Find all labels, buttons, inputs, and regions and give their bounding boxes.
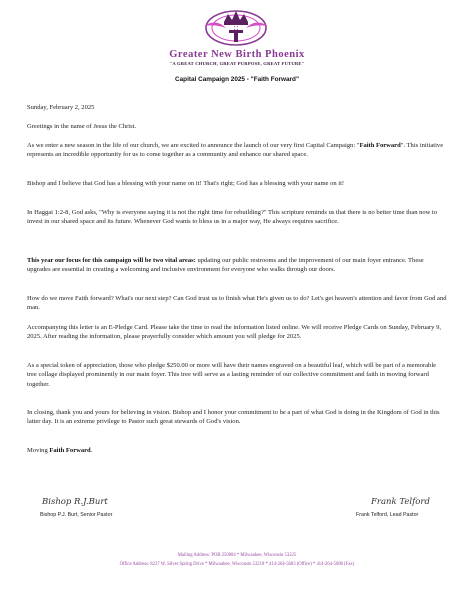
paragraph-blessing [27,179,447,188]
right-signature-label: Frank Telford, Lead Pastor [356,512,419,518]
paragraph-focus [27,256,447,275]
campaign-title: Capital Campaign 2025 - "Faith Forward" [175,76,299,83]
office-address: Office Address: 8237 W. Silver Spring Drive * Milwaukee, Wisconsin 53218 * 414-264-5683 (Office) * 414-264-5080 (Fax) [119,562,355,567]
date-text: Sunday, February 2, 2025 [27,104,95,111]
p8-text: In closing, thank you and yours for believing in vision. Bishop and I honor your commitment to be a part of what God is doing in the Kingdom of God in this latter day. It is an extreme privilege to Pastor such great stewards of God's vision. [27,409,440,426]
paragraph-closing [27,408,447,427]
p6-text: Accompanying this letter is an E-Pledge Card. Please take the time to read the information listed online. We will receive Pledge Cards on Sunday, February 9, 2025. After reading the information, please prayerfully consider which amount you will pledge for 2025. [27,324,442,341]
letter-greeting [27,122,447,131]
paragraph-appreciation [27,361,447,389]
closing-bold: Faith Forward [49,447,91,454]
right-signature: Frank Telford [371,497,430,507]
closing-line [27,446,447,455]
p7-text: As a special token of appreciation, those who pledge $250.00 or more will have their names engraved on a beautiful leaf, which will be part of a memorable tree collage displayed prominently in our main foyer. This tree will serve as a lasting reminder of our collective commitment and faith in moving forward together. [27,362,437,388]
greeting-text: Greetings in the name of Jesus the Christ. [27,123,137,130]
p2-text: Bishop and I believe that God has a blessing with your name on it! That's right; God has a blessing with your name on it! [27,180,345,187]
p5-text: How do we move Faith forward? What's our next step? Can God trust us to finish what He's given us to do? Let's get heaven's attention and favor from God and man. [27,295,447,312]
paragraph-next-step [27,294,447,313]
p1-bold: Faith Forward [359,142,401,149]
letter-date [27,103,447,112]
org-tagline: "A GREAT CHURCH, GREAT PURPOSE, GREAT FUTURE" [169,61,305,66]
left-signature: Bishop R.J.Burt [42,497,108,507]
p1-before: As we enter a new season in the life of our church, we are excited to announce the launch of our very first Capital Campaign: " [27,142,360,149]
paragraph-haggai [27,208,447,227]
closing-before: Moving [27,447,50,454]
left-signature-label: Bishop P.J. Burt, Senior Pastor [40,512,113,518]
church-crown-logo-icon [196,2,276,50]
p4-bold: This year our focus for this campaign will be two vital areas: [27,257,196,264]
p4-rest: updating our public restrooms and the improvement of our main foyer entrance. These upgrades are essential in creating a welcoming and inclusive environment for everyone who walks through our doors. [27,257,424,274]
p3-text: In Haggai 1:2-8, God asks, "Why is everyone saying it is not the right time for rebuilding?" This scripture reminds us that there is no better time than now to invest in our shared space and its future. Whenever God wants to bless us in a major way, He always requires sacrifice. [27,209,438,226]
closing-after: . [90,447,93,454]
p1-after: ". This initiative represents an incredible opportunity for us to come together as a community and enhance our shared space. [27,142,444,159]
mailing-address: Mailing Address: POB 250884 * Milwaukee, Wisconsin 53225 [177,553,297,558]
org-name: Greater New Birth Phoenix [169,49,305,60]
paragraph-intro [27,141,447,160]
paragraph-pledge-card [27,323,447,342]
